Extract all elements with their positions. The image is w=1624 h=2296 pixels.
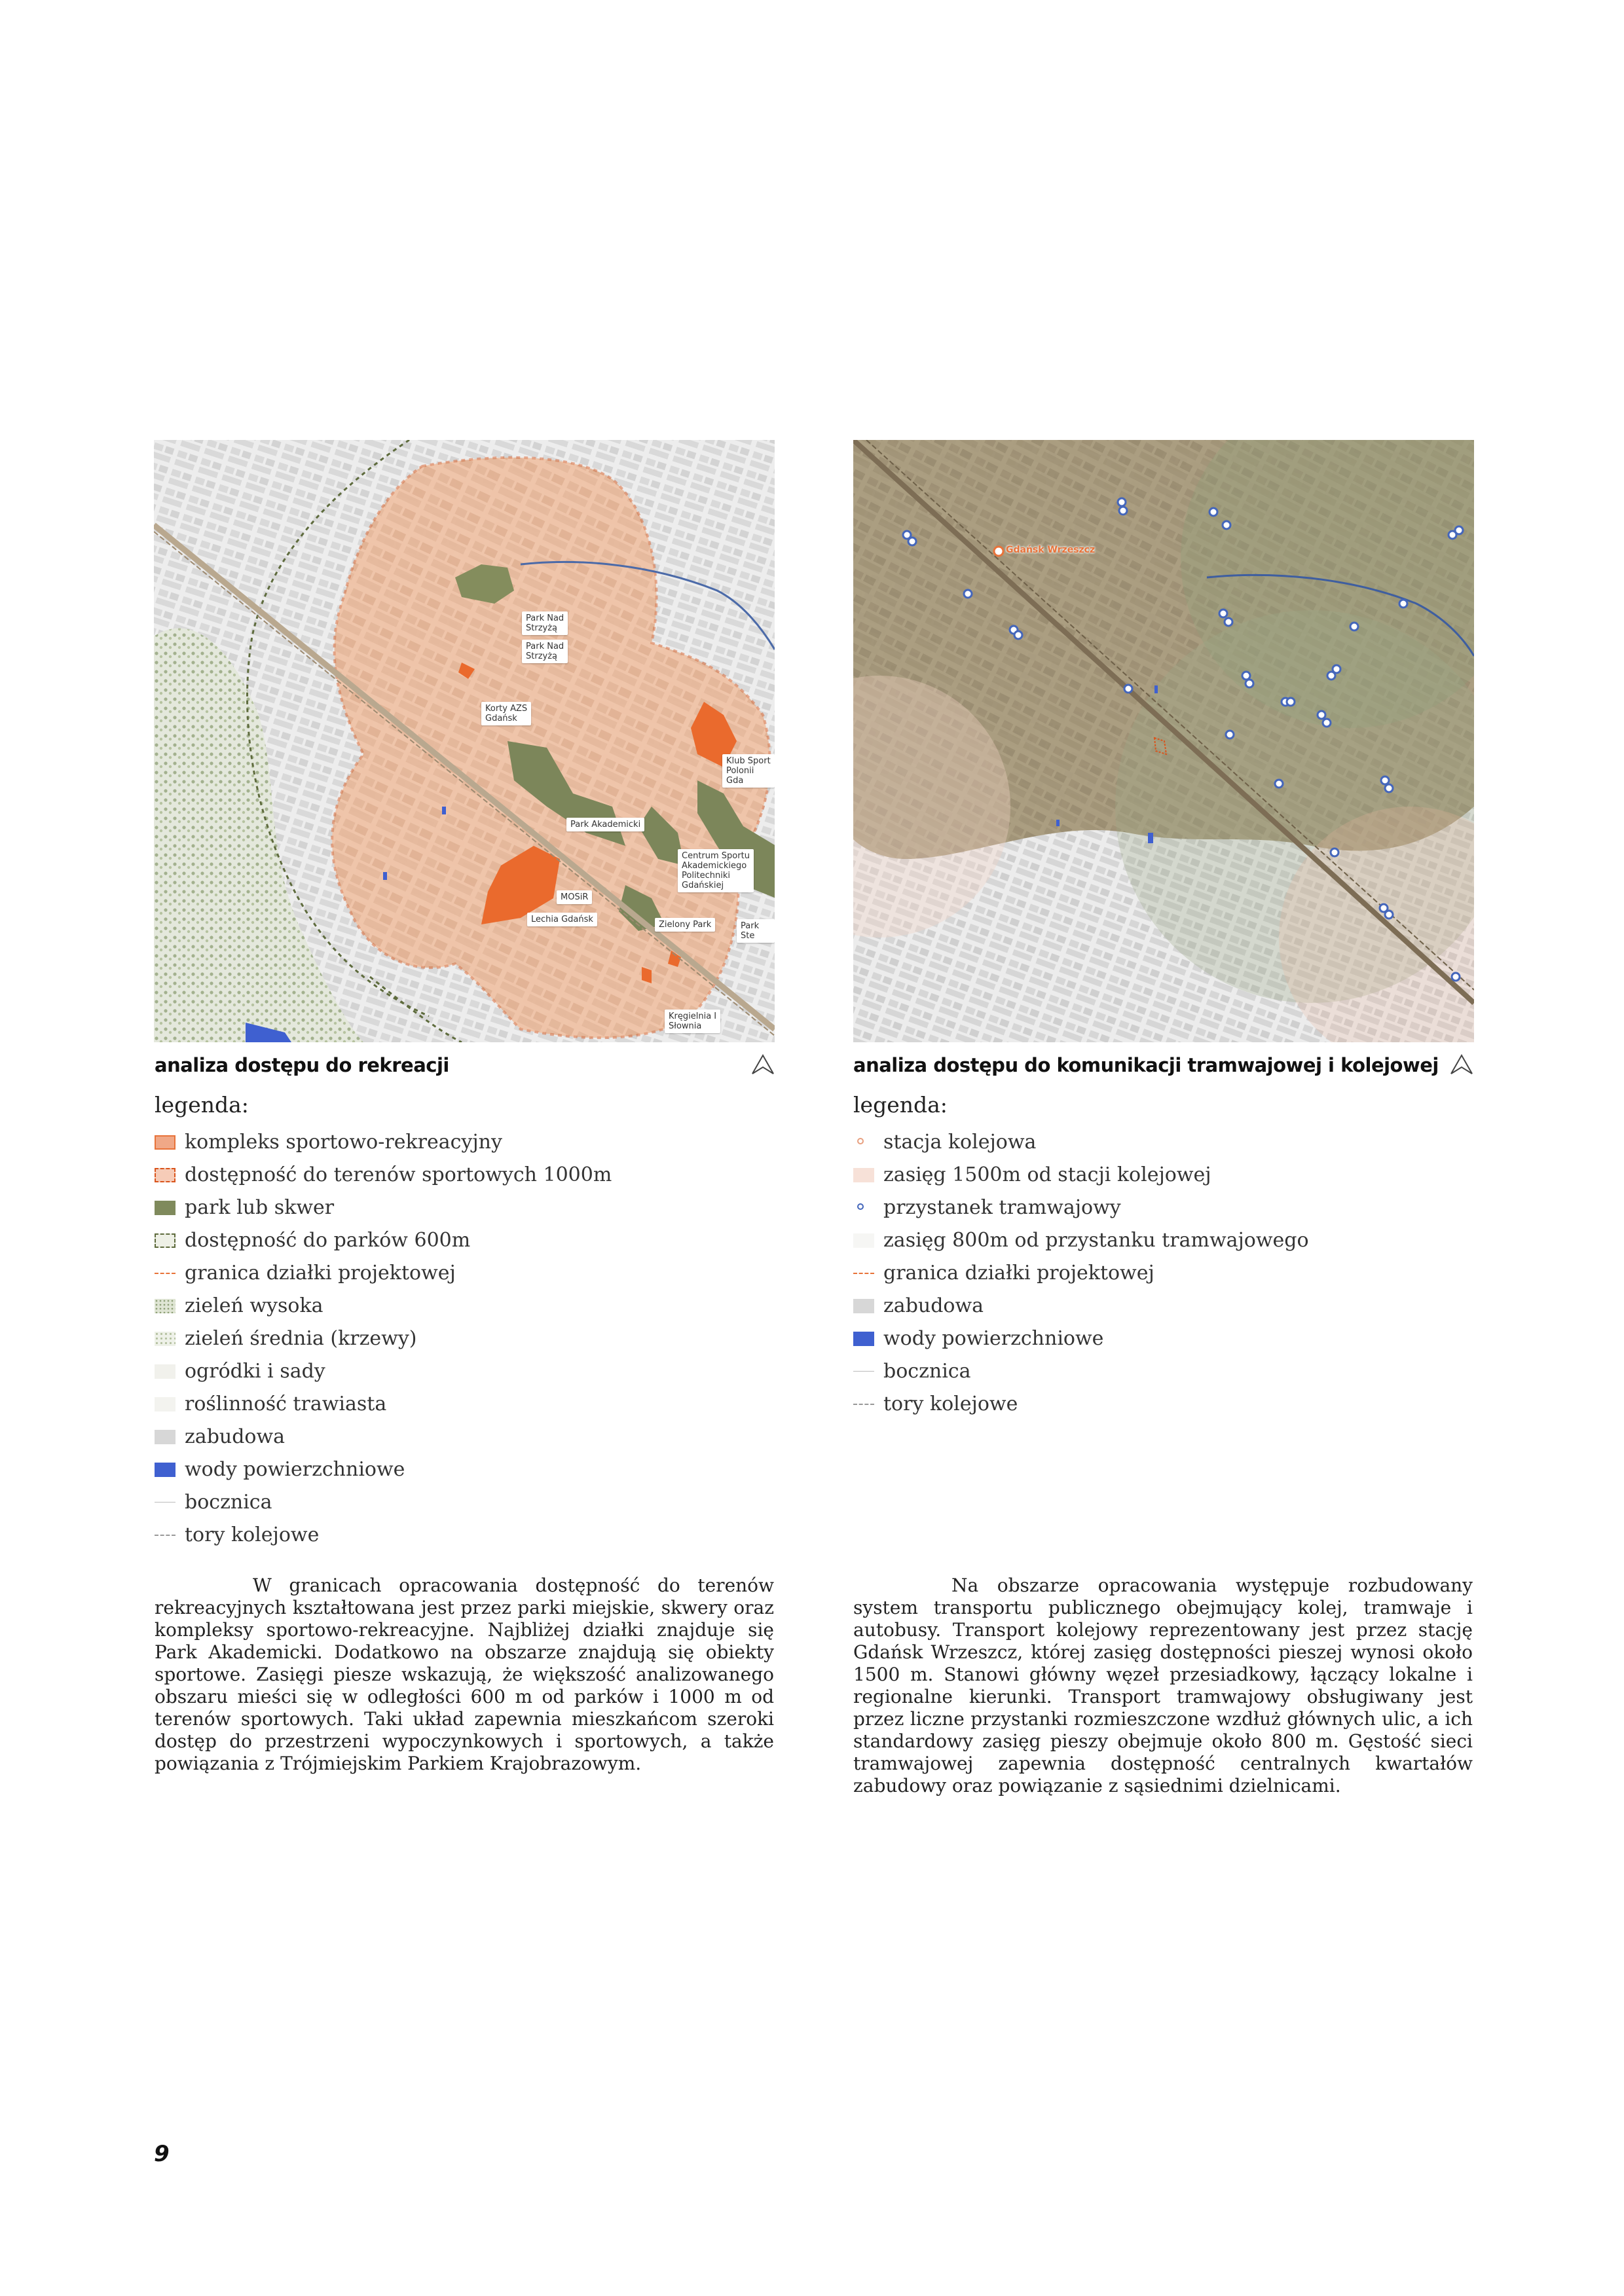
legend-swatch — [155, 1273, 175, 1274]
legend-item — [853, 1224, 1309, 1257]
legend-item — [155, 1257, 612, 1290]
legend-swatch — [155, 1168, 175, 1182]
legend-label: bocznica — [185, 1491, 272, 1514]
left-description: W granicach opracowania dostępność do terenów rekreacyjnych kształtowana jest przez parki miejskie, skwery oraz kompleksy sportowo-rekreacyjne. Najbliżej działki znajduje się Park Akademicki. Dodatkowo na obszarze znajdują się obiekty sportowe. Zasięgi piesze wskazują, że większość analizowanego obszaru mieści się w odległości 600 m od parków i 1000 m od terenów sportowych. Taki układ zapewnia mieszkańcom szeroki dostęp do przestrzeni wypoczynkowych i sportowych, a także powiązania z Trójmiejskim Parkiem Krajobrazowym. — [155, 1575, 774, 1774]
station-label: Gdańsk Wrzeszcz — [1006, 545, 1096, 555]
recreation-map — [154, 440, 775, 1042]
legend-label: zabudowa — [185, 1425, 286, 1448]
legend-label: zasięg 1500m od stacji kolejowej — [883, 1163, 1211, 1186]
legend-swatch — [857, 1203, 864, 1210]
legend-item — [155, 1290, 612, 1322]
legend-label: ogródki i sady — [185, 1360, 325, 1383]
legend-swatch — [155, 1233, 175, 1248]
legend-swatch — [155, 1299, 175, 1313]
map-label: Park Nad Strzyżą — [522, 640, 568, 663]
legend-label: granica działki projektowej — [883, 1262, 1154, 1285]
legend-swatch — [853, 1273, 874, 1274]
legend-swatch — [853, 1371, 874, 1372]
legend-item — [853, 1388, 1309, 1421]
legend-swatch — [155, 1502, 175, 1503]
legend-swatch — [853, 1299, 874, 1313]
map-label: Lechia Gdańsk — [527, 913, 597, 926]
legend-item — [155, 1388, 612, 1421]
map-label: Centrum Sportu Akademickiego Politechniki Gdańskiej — [678, 849, 754, 892]
legend-item — [155, 1453, 612, 1486]
legend-item — [155, 1126, 612, 1159]
legend-label: przystanek tramwajowy — [883, 1196, 1121, 1219]
legend-label: stacja kolejowa — [883, 1131, 1037, 1154]
legend-swatch — [155, 1430, 175, 1444]
map-label: Zielony Park — [655, 918, 715, 932]
legend-swatch — [155, 1364, 175, 1379]
legend-label: tory kolejowe — [185, 1523, 320, 1546]
legend-item — [853, 1126, 1309, 1159]
map-label: Park Ste — [737, 919, 775, 943]
right-map-title: analiza dostępu do komunikacji tramwajowej i kolejowej — [853, 1054, 1439, 1076]
legend-item — [853, 1159, 1309, 1192]
left-map-title: analiza dostępu do rekreacji — [155, 1054, 449, 1076]
legend-label: bocznica — [883, 1360, 971, 1383]
legend-swatch — [155, 1135, 175, 1150]
legend-swatch — [155, 1463, 175, 1477]
right-legend-heading: legenda: — [853, 1092, 948, 1118]
legend-item — [853, 1257, 1309, 1290]
map-label: Kręgielnia I Słownia — [665, 1010, 720, 1033]
legend-item — [155, 1224, 612, 1257]
transport-map — [853, 440, 1474, 1042]
legend-swatch — [155, 1397, 175, 1412]
map-label: Park Akademicki — [566, 818, 644, 831]
map-label: Park Nad Strzyżą — [522, 611, 568, 635]
page-number: 9 — [154, 2141, 170, 2167]
legend-label: dostępność do parków 600m — [185, 1229, 471, 1252]
legend-label: roślinność trawiasta — [185, 1393, 387, 1415]
legend-label: wody powierzchniowe — [883, 1327, 1104, 1350]
legend-item — [155, 1355, 612, 1388]
legend-label: granica działki projektowej — [185, 1262, 456, 1285]
legend-swatch — [155, 1535, 175, 1536]
legend-swatch — [853, 1404, 874, 1405]
legend-label: zieleń średnia (krzewy) — [185, 1327, 417, 1350]
legend-swatch — [155, 1332, 175, 1346]
transport-map-graphic — [853, 440, 1474, 1042]
legend-swatch — [853, 1332, 874, 1346]
legend-item — [155, 1192, 612, 1224]
legend-item — [853, 1192, 1309, 1224]
legend-label: zieleń wysoka — [185, 1294, 323, 1317]
map-label: Klub Sport Polonii Gda — [722, 754, 775, 788]
right-legend — [853, 1126, 1309, 1421]
north-arrow-icon — [750, 1051, 776, 1078]
legend-swatch — [155, 1201, 175, 1215]
left-legend-heading: legenda: — [155, 1092, 249, 1118]
legend-label: kompleks sportowo-rekreacyjny — [185, 1131, 502, 1154]
legend-label: dostępność do terenów sportowych 1000m — [185, 1163, 612, 1186]
legend-swatch — [853, 1233, 874, 1248]
legend-item — [155, 1486, 612, 1519]
legend-label: park lub skwer — [185, 1196, 335, 1219]
legend-item — [155, 1159, 612, 1192]
left-legend — [155, 1126, 612, 1552]
legend-label: wody powierzchniowe — [185, 1458, 405, 1481]
legend-item — [155, 1519, 612, 1552]
legend-item — [155, 1421, 612, 1453]
legend-item — [853, 1322, 1309, 1355]
legend-swatch — [853, 1168, 874, 1182]
legend-item — [853, 1355, 1309, 1388]
map-label: MOSiR — [557, 890, 592, 904]
legend-item — [853, 1290, 1309, 1322]
legend-label: zabudowa — [883, 1294, 984, 1317]
right-description: Na obszarze opracowania występuje rozbudowany system transportu publicznego obejmujący kolej, tramwaje i autobusy. Transport kolejowy reprezentowany jest przez stację Gdańsk Wrzeszcz, której zasięg dostępności pieszej wynosi około 1500 m. Stanowi główny węzeł przesiadkowy, łączący lokalne i regionalne kierunki. Transport tramwajowy obsługiwany jest przez liczne przystanki rozmieszczone wzdłuż głównych ulic, a ich standardowy zasięg pieszy obejmuje około 800 m. Gęstość sieci tramwajowej zapewnia dostępność centralnych kwartałów zabudowy oraz powiązanie z sąsiednimi dzielnicami. — [853, 1575, 1473, 1796]
recreation-map-graphic — [154, 440, 775, 1042]
legend-label: tory kolejowe — [883, 1393, 1018, 1415]
legend-label: zasięg 800m od przystanku tramwajowego — [883, 1229, 1309, 1252]
legend-swatch — [857, 1138, 864, 1144]
north-arrow-icon — [1449, 1051, 1475, 1078]
map-label: Korty AZS Gdańsk — [481, 702, 531, 725]
legend-item — [155, 1322, 612, 1355]
